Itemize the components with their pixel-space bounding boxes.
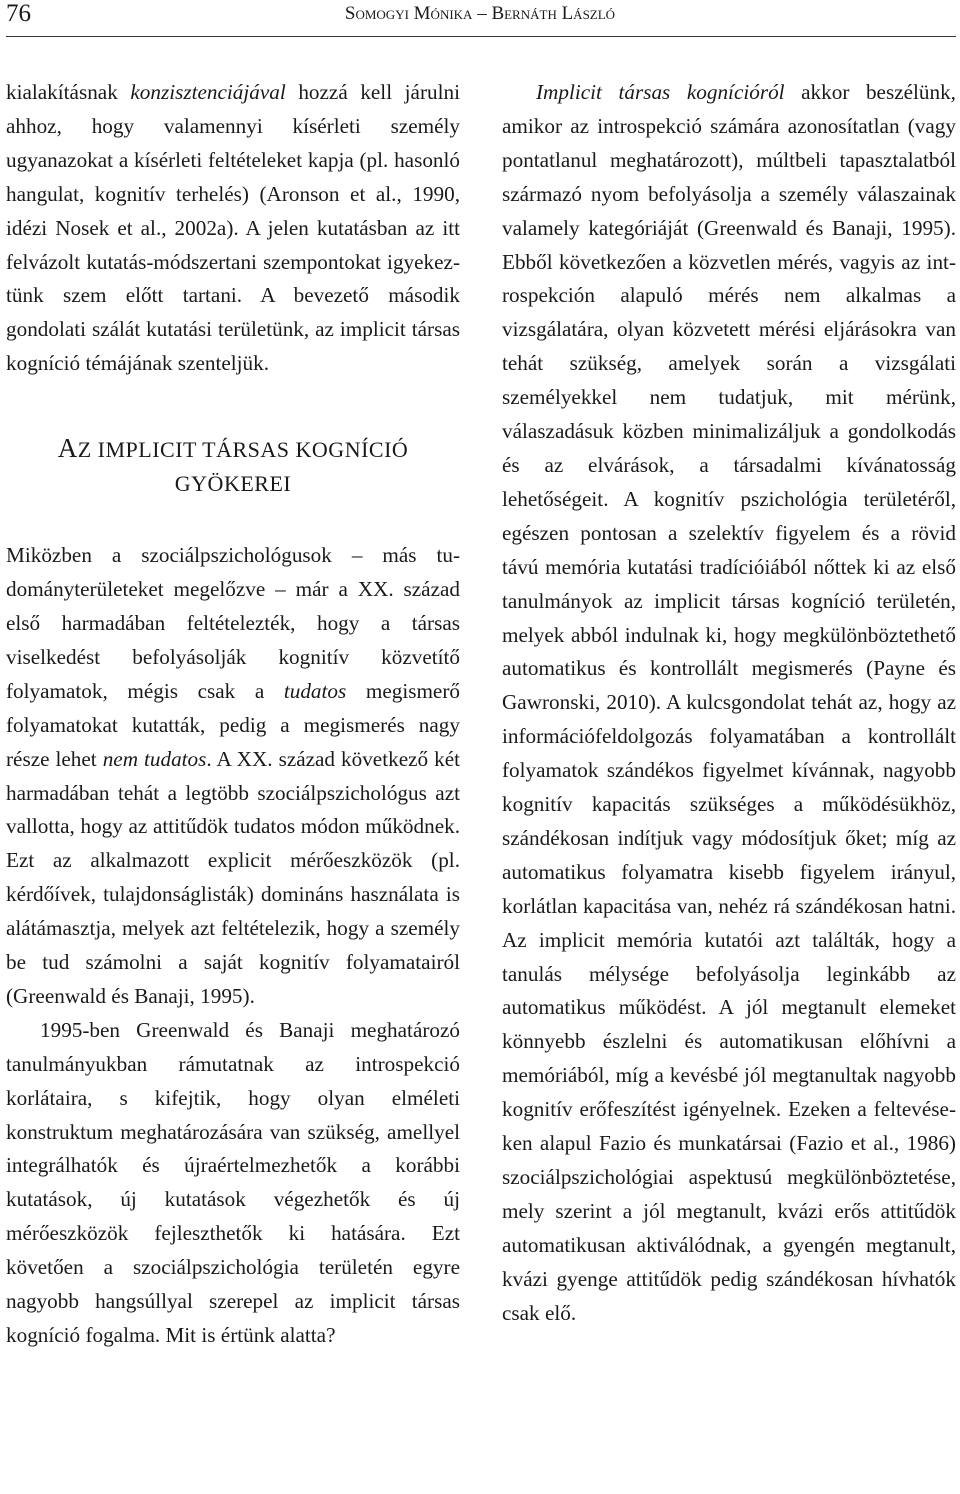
left-paragraph-2 bbox=[6, 539, 460, 1014]
left-paragraph-1 bbox=[6, 76, 460, 381]
section-heading bbox=[6, 431, 460, 501]
italic-run: Implicit társas kognícióról bbox=[536, 80, 785, 104]
heading-line-2: GYÖKEREI bbox=[174, 471, 292, 497]
running-head-text: Somogyi Mónika – Bernáth László bbox=[344, 3, 616, 24]
left-paragraph-3: 1995-ben Greenwald és Banaji meghatározó tanulmányukban rámutatnak az introspekció korlátaira, s kifejtik, hogy olyan elméleti konstruktum meghatározására van szükség, amellyel integrálhatók és újraértelmezhetők a korábbi kutatások, új kutatások végezhetők és új mérőeszközök fejleszthetők ki hatására. Ezt követően a szociálpszichológia területén egyre nagyobb hangsúllyal szerepel az implicit társas kogníció fogalma. Mit is értünk alatta? bbox=[6, 1017, 460, 1347]
italic-run: konzisztenciájával bbox=[130, 80, 286, 104]
left-column bbox=[6, 76, 460, 1353]
text-run: hozzá kell járulni ahhoz, hogy valamennyi kísérleti személy ugyanazokat a kísérleti feltételeket kapja (pl. hasonló hangulat, kognitív terhelés) (Aronson et al., 1990, idézi Nosek et al., 2002a). A jelen kutatásban az itt felvázolt kutatás-módszertani szempontokat igyekeztünk szem előtt tartani. A bevezető második gondolati szálát kutatási területünk, az implicit társas kogníció témájának szenteljük. bbox=[6, 80, 460, 376]
heading-line-1 bbox=[6, 431, 460, 467]
page-number: 76 bbox=[6, 0, 31, 27]
running-head bbox=[0, 2, 960, 26]
right-column bbox=[502, 76, 956, 1331]
text-run: . A XX. század következő két harmadában tehát a legtöbb szociálpszichológus azt vallotta, hogy az attitűdök tudatos módon működnek. Ezt az alkalmazott explicit mérőeszközök (pl. kérdőívek, tulajdonságlisták) domináns használata is alátámasztja, melyek azt feltételezik, hogy a személy be tud számolni a saját kognitív folyamatairól (Greenwald és Banaji, 1995). bbox=[6, 746, 460, 1008]
text-run: kialakításnak bbox=[6, 80, 131, 104]
italic-run: nem tudatos bbox=[102, 746, 207, 771]
text-run: akkor beszélünk, amikor az introspekció számára azonosítatlan (vagy pontatlanul meghatározott), múltbeli tapasztalatból származó nyom befolyásolja a személy válaszainak valamely kategóriáját (Greenwald és Banaji, 1995). Ebből következően a közvetlen mérés, vagyis az introspekción alapuló mérés nem alkalmas a vizsgálatára, olyan közvetett mérési eljárásokra van tehát szükség, amelyek során a vizsgálati személyekkel nem tudatjuk, mit mérünk, válaszadásuk közben minimalizáljuk a gondolkodás és az elvárások, a társadalmi kívánatosság lehetőségeit. A kognitív pszichológia területéről, egészen pontosan a szelektív figyelem és a rövid távú memória kutatási tradícióiából nőttek ki az első tanulmányok az implicit társas kogníció területén, melyek abból indulnak ki, hogy megkülönböztethető automatikus és kontrollált megismerés (Payne és Gawronski, 2010). A kulcsgondolat tehát az, hogy az információfeldolgozás folyamatában a kontrollált folyamatok szándékos figyelmet kívánnak, nagyobb kognitív kapacitás szükséges a működésükhöz, szándékosan indítjuk vagy módosítjuk őket; míg az automatikus folyamatra kisebb figyelem irányul, korlátlan kapacitása van, nehéz rá szándékosan hatni. Az implicit memória kutatói azt találták, hogy a tanulás mélysége befolyásolja leginkább az automatikus működést. A jól megtanult elemeket könnyebb észlelni és automatikusan előhívni a memóriából, míg a kevésbé jól megtanultak nagyobb kognitív erőfeszítést igényelnek. Ezeken a feltevéseken alapul Fazio és munkatársai (Fazio et al., 1986) szociálpszichológiai aspektusú megkülönböztetése, mely szerint a jól megtanult, kvázi erős attitűdök automatikusan aktiválódnak, a gyengén megtanult, kvázi gyenge attitűdök pedig szándékosan hívhatók csak elő. bbox=[502, 80, 956, 1325]
italic-run: tudatos bbox=[283, 678, 347, 703]
text-run: megismerő folyamatokat kutatták, pedig a megismerés nagy része lehet bbox=[6, 678, 460, 771]
right-paragraph-1 bbox=[502, 76, 956, 1331]
header-rule bbox=[6, 36, 956, 37]
heading-initial: A bbox=[57, 433, 78, 464]
heading-rest: Z IMPLICIT TÁRSAS KOGNÍCIÓ bbox=[77, 437, 409, 463]
page-header bbox=[0, 0, 960, 40]
text-run: Miközben a szociálpszichológusok – más tudományterületeket megelőzve – már a XX. század első harmadában feltételezték, hogy a társas viselkedést befolyásolják kognitív közvetítő folyamatok, mégis csak a bbox=[6, 543, 460, 703]
